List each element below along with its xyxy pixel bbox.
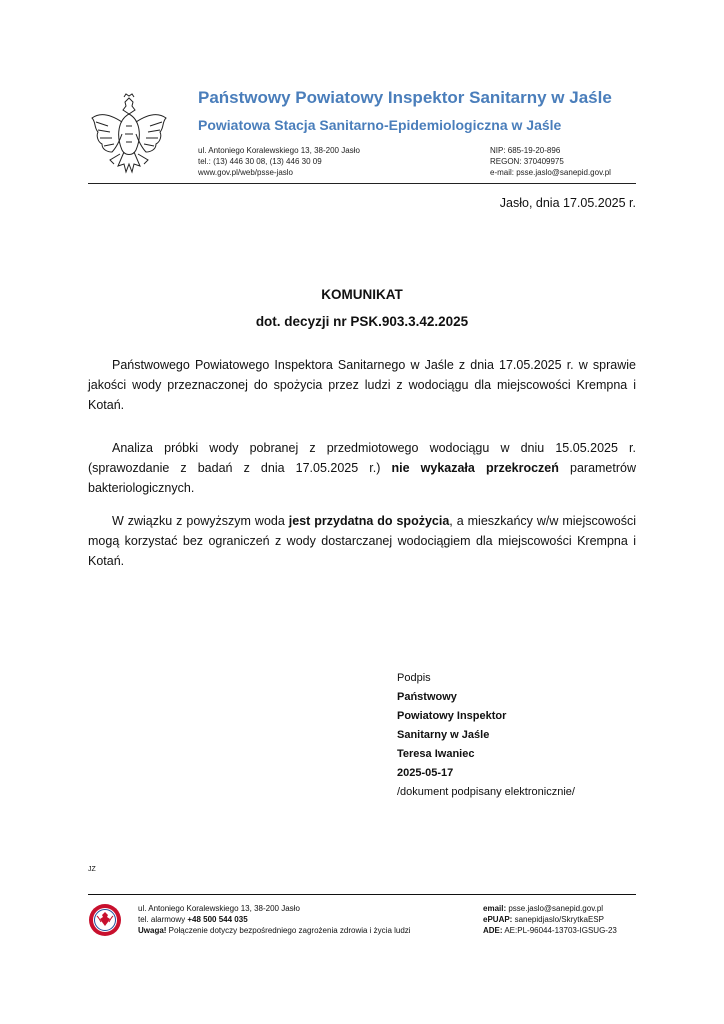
footer-alarm-number[interactable]: +48 500 544 035 <box>187 915 248 924</box>
footer-ade <box>483 925 617 936</box>
header-email-link[interactable]: e-mail: psse.jaslo@sanepid.gov.pl <box>490 168 611 177</box>
signature-line-2: Powiatowy Inspektor <box>397 710 507 722</box>
document-date: Jasło, dnia 17.05.2025 r. <box>499 196 636 210</box>
signature-line-3: Sanitarny w Jaśle <box>397 729 490 741</box>
footer-contact-right <box>483 903 617 936</box>
header-regon: REGON: 370409975 <box>490 157 564 166</box>
paragraph-analysis-text-a: Analiza próbki wody pobranej z przedmiotowego wodociągu w dniu 15.05.2025 r. (sprawozdanie z badań z dnia 17.05.2025 r.) <box>88 441 636 475</box>
header-website-link[interactable]: www.gov.pl/web/psse-jaslo <box>198 168 294 177</box>
paragraph-analysis <box>88 438 636 498</box>
footer-address: ul. Antoniego Koralewskiego 13, 38-200 Jasło <box>138 904 300 913</box>
footer-epuap-label: ePUAP: <box>483 915 513 924</box>
header-divider <box>88 183 636 184</box>
footer-contact-left <box>138 903 411 936</box>
footer-alarm-phone <box>138 914 411 925</box>
header-contact-right <box>490 145 611 178</box>
paragraph-analysis-bold: nie wykazała przekroczeń <box>391 461 559 475</box>
author-initials: JZ <box>88 866 96 873</box>
station-title: Powiatowa Stacja Sanitarno-Epidemiologiczna w Jaśle <box>198 117 562 133</box>
document-subheading: dot. decyzji nr PSK.903.3.42.2025 <box>255 314 469 329</box>
footer-email-label: email: <box>483 904 507 913</box>
signature-line-1: Państwowy <box>397 691 457 703</box>
paragraph-intro <box>88 355 636 415</box>
footer-epuap <box>483 914 617 925</box>
signature-note: /dokument podpisany elektronicznie/ <box>397 786 575 798</box>
paragraph-conclusion-text-a: W związku z powyższym woda <box>112 514 289 528</box>
header-contact-left <box>198 145 360 178</box>
paragraph-intro-text: Państwowego Powiatowego Inspektora Sanitarnego w Jaśle z dnia 17.05.2025 r. w sprawie jakości wody przeznaczonej do spożycia przez ludzi z wodociągu dla miejscowości Krempna i Kotań. <box>88 358 636 412</box>
paragraph-analysis-text-b: parametrów bakteriologicznych. <box>88 461 636 495</box>
footer-warning-label: Uwaga! <box>138 926 167 935</box>
white-eagle-emblem-icon <box>88 92 170 182</box>
paragraph-conclusion <box>88 511 636 571</box>
header-nip: NIP: 685-19-20-896 <box>490 146 561 155</box>
institution-title: Państwowy Powiatowy Inspektor Sanitarny w Jaśle <box>198 88 612 107</box>
footer-ade-label: ADE: <box>483 926 503 935</box>
header-address: ul. Antoniego Koralewskiego 13, 38-200 Jasło <box>198 146 360 155</box>
footer-epuap-value: sanepidjaslo/SkrytkaESP <box>512 915 604 924</box>
signature-label: Podpis <box>397 672 431 684</box>
signature-name: Teresa Iwaniec <box>397 748 475 760</box>
header-phone: tel.: (13) 446 30 08, (13) 446 30 09 <box>198 157 322 166</box>
document-heading: KOMUNIKAT <box>321 287 403 302</box>
footer-email <box>483 903 617 914</box>
paragraph-conclusion-bold: jest przydatna do spożycia <box>288 514 450 528</box>
footer-alarm-label: tel. alarmowy <box>138 915 188 924</box>
footer-ade-value: AE:PL-96044-13703-IGSUG-23 <box>502 926 617 935</box>
paragraph-conclusion-text-b: , a mieszkańcy w/w miejscowości mogą korzystać bez ograniczeń z wody dostarczanej wodociągiem dla miejscowości Krempna i Kotań. <box>88 514 636 568</box>
signature-date: 2025-05-17 <box>397 767 454 779</box>
sanepid-seal-icon <box>88 903 122 937</box>
footer-warning-text: Połączenie dotyczy bezpośredniego zagrożenia zdrowia i życia ludzi <box>166 926 411 935</box>
footer-email-link[interactable]: psse.jaslo@sanepid.gov.pl <box>506 904 604 913</box>
signature-block <box>397 669 575 802</box>
footer-warning <box>138 925 411 936</box>
footer-divider <box>88 894 636 895</box>
